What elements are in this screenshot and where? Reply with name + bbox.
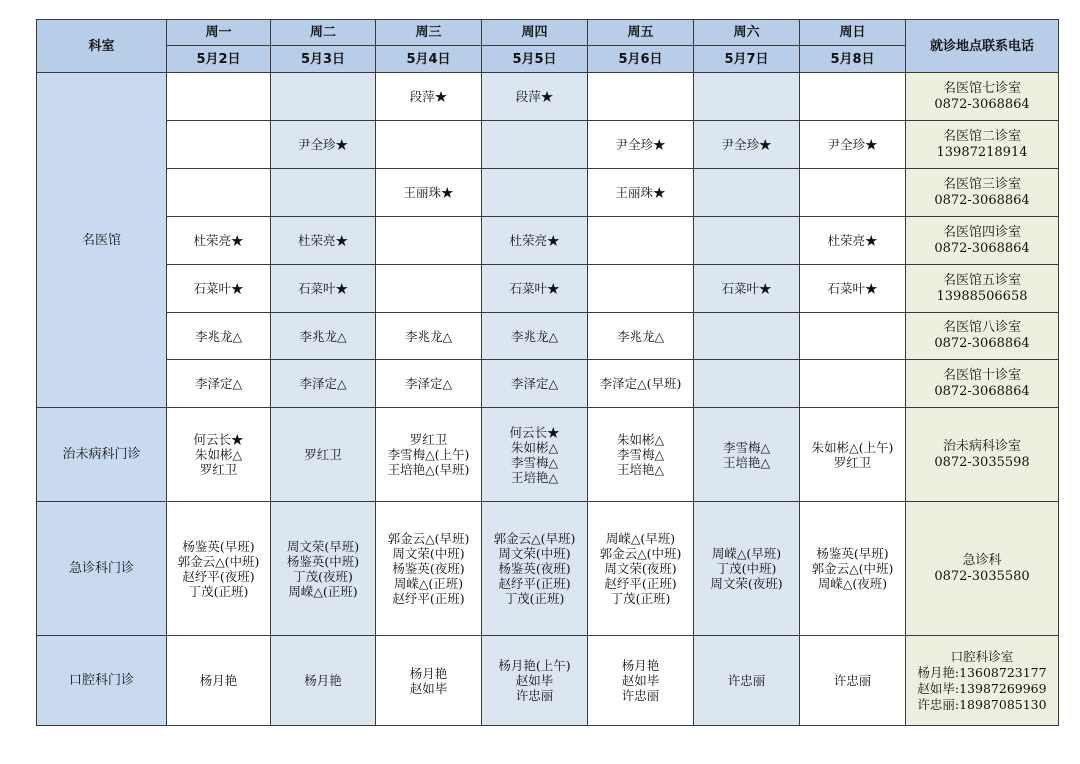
duty-cell — [376, 121, 482, 169]
weekday-header: 周二 — [271, 20, 376, 46]
department-name: 急诊科门诊 — [37, 502, 167, 636]
duty-cell: 杜荣亮★ — [167, 217, 271, 265]
duty-cell: 杜荣亮★ — [800, 217, 906, 265]
duty-cell — [482, 121, 588, 169]
duty-cell: 杜荣亮★ — [271, 217, 376, 265]
contact-cell: 口腔科诊室 杨月艳:13608723177 赵如毕:13987269969 许忠丽:18987085130 — [906, 636, 1059, 726]
duty-cell — [588, 73, 694, 121]
date-header: 5月5日 — [482, 46, 588, 73]
duty-cell — [800, 360, 906, 408]
duty-schedule-table — [36, 19, 1059, 726]
duty-cell: 石菜叶★ — [271, 265, 376, 313]
contact-cell: 名医馆二诊室 13987218914 — [906, 121, 1059, 169]
schedule-row — [37, 360, 1059, 408]
duty-cell — [376, 265, 482, 313]
contact-header: 就诊地点联系电话 — [906, 20, 1059, 73]
duty-cell: 杨鉴英(早班) 郭金云△(中班) 周嵘△(夜班) — [800, 502, 906, 636]
department-name: 名医馆 — [37, 73, 167, 408]
contact-cell: 治未病科诊室 0872-3035598 — [906, 408, 1059, 502]
schedule-row — [37, 169, 1059, 217]
weekday-header: 周一 — [167, 20, 271, 46]
duty-cell: 许忠丽 — [800, 636, 906, 726]
weekday-header: 周日 — [800, 20, 906, 46]
duty-cell: 朱如彬△(上午) 罗红卫 — [800, 408, 906, 502]
duty-cell: 尹全珍★ — [800, 121, 906, 169]
duty-cell — [271, 73, 376, 121]
duty-cell — [167, 73, 271, 121]
duty-cell: 许忠丽 — [694, 636, 800, 726]
duty-cell — [588, 217, 694, 265]
duty-cell: 石菜叶★ — [167, 265, 271, 313]
duty-cell: 李兆龙△ — [588, 313, 694, 360]
duty-cell: 杨月艳 — [271, 636, 376, 726]
weekday-header: 周四 — [482, 20, 588, 46]
contact-cell: 名医馆八诊室 0872-3068864 — [906, 313, 1059, 360]
schedule-row — [37, 121, 1059, 169]
date-header: 5月2日 — [167, 46, 271, 73]
duty-cell: 李兆龙△ — [376, 313, 482, 360]
schedule-row — [37, 636, 1059, 726]
duty-cell: 郭金云△(早班) 周文荣(中班) 杨鉴英(夜班) 周嵘△(正班) 赵纾平(正班) — [376, 502, 482, 636]
weekday-header: 周三 — [376, 20, 482, 46]
duty-cell — [694, 360, 800, 408]
duty-cell: 李兆龙△ — [271, 313, 376, 360]
duty-cell: 李兆龙△ — [482, 313, 588, 360]
duty-cell: 段萍★ — [376, 73, 482, 121]
duty-cell: 李雪梅△ 王培艳△ — [694, 408, 800, 502]
duty-cell: 郭金云△(早班) 周文荣(中班) 杨鉴英(夜班) 赵纾平(正班) 丁茂(正班) — [482, 502, 588, 636]
department-name: 治未病科门诊 — [37, 408, 167, 502]
duty-cell — [167, 121, 271, 169]
duty-cell: 石菜叶★ — [800, 265, 906, 313]
duty-cell — [694, 313, 800, 360]
duty-cell — [800, 313, 906, 360]
duty-cell: 李泽定△ — [376, 360, 482, 408]
duty-cell — [800, 73, 906, 121]
duty-cell: 周嵘△(早班) 郭金云△(中班) 周文荣(夜班) 赵纾平(正班) 丁茂(正班) — [588, 502, 694, 636]
duty-cell: 王丽珠★ — [588, 169, 694, 217]
duty-cell — [588, 265, 694, 313]
duty-cell: 尹全珍★ — [694, 121, 800, 169]
duty-cell: 朱如彬△ 李雪梅△ 王培艳△ — [588, 408, 694, 502]
duty-cell — [376, 217, 482, 265]
duty-cell: 周文荣(早班) 杨鉴英(中班) 丁茂(夜班) 周嵘△(正班) — [271, 502, 376, 636]
date-header: 5月4日 — [376, 46, 482, 73]
duty-cell: 何云长★ 朱如彬△ 李雪梅△ 王培艳△ — [482, 408, 588, 502]
duty-cell: 李泽定△(早班) — [588, 360, 694, 408]
dept-header: 科室 — [37, 20, 167, 73]
duty-cell: 罗红卫 — [271, 408, 376, 502]
schedule-row — [37, 408, 1059, 502]
date-header: 5月8日 — [800, 46, 906, 73]
date-header: 5月6日 — [588, 46, 694, 73]
duty-cell: 罗红卫 李雪梅△(上午) 王培艳△(早班) — [376, 408, 482, 502]
duty-cell: 杜荣亮★ — [482, 217, 588, 265]
schedule-row — [37, 502, 1059, 636]
contact-cell: 名医馆五诊室 13988506658 — [906, 265, 1059, 313]
duty-cell — [482, 169, 588, 217]
duty-cell: 李兆龙△ — [167, 313, 271, 360]
duty-cell: 杨月艳 赵如毕 许忠丽 — [588, 636, 694, 726]
date-header: 5月3日 — [271, 46, 376, 73]
duty-cell — [694, 217, 800, 265]
schedule-body — [37, 20, 1059, 726]
contact-cell: 名医馆十诊室 0872-3068864 — [906, 360, 1059, 408]
contact-cell: 名医馆三诊室 0872-3068864 — [906, 169, 1059, 217]
schedule-row — [37, 265, 1059, 313]
duty-cell: 王丽珠★ — [376, 169, 482, 217]
duty-cell: 尹全珍★ — [271, 121, 376, 169]
duty-cell: 李泽定△ — [271, 360, 376, 408]
duty-cell: 石菜叶★ — [694, 265, 800, 313]
contact-cell: 名医馆七诊室 0872-3068864 — [906, 73, 1059, 121]
duty-cell: 周嵘△(早班) 丁茂(中班) 周文荣(夜班) — [694, 502, 800, 636]
header-row-weekdays — [37, 20, 1059, 46]
duty-cell — [694, 73, 800, 121]
weekday-header: 周六 — [694, 20, 800, 46]
department-name: 口腔科门诊 — [37, 636, 167, 726]
duty-cell: 杨鉴英(早班) 郭金云△(中班) 赵纾平(夜班) 丁茂(正班) — [167, 502, 271, 636]
duty-cell: 李泽定△ — [482, 360, 588, 408]
duty-cell: 石菜叶★ — [482, 265, 588, 313]
duty-cell: 杨月艳 赵如毕 — [376, 636, 482, 726]
duty-cell: 李泽定△ — [167, 360, 271, 408]
duty-cell: 段萍★ — [482, 73, 588, 121]
duty-cell: 杨月艳 — [167, 636, 271, 726]
schedule-row — [37, 217, 1059, 265]
duty-cell — [800, 169, 906, 217]
contact-cell: 急诊科 0872-3035580 — [906, 502, 1059, 636]
date-header: 5月7日 — [694, 46, 800, 73]
duty-cell: 尹全珍★ — [588, 121, 694, 169]
duty-cell — [271, 169, 376, 217]
weekday-header: 周五 — [588, 20, 694, 46]
duty-cell — [167, 169, 271, 217]
duty-cell: 何云长★ 朱如彬△ 罗红卫 — [167, 408, 271, 502]
duty-cell: 杨月艳(上午) 赵如毕 许忠丽 — [482, 636, 588, 726]
schedule-row — [37, 313, 1059, 360]
contact-cell: 名医馆四诊室 0872-3068864 — [906, 217, 1059, 265]
schedule-row — [37, 73, 1059, 121]
duty-cell — [694, 169, 800, 217]
header-row-dates — [37, 46, 1059, 73]
